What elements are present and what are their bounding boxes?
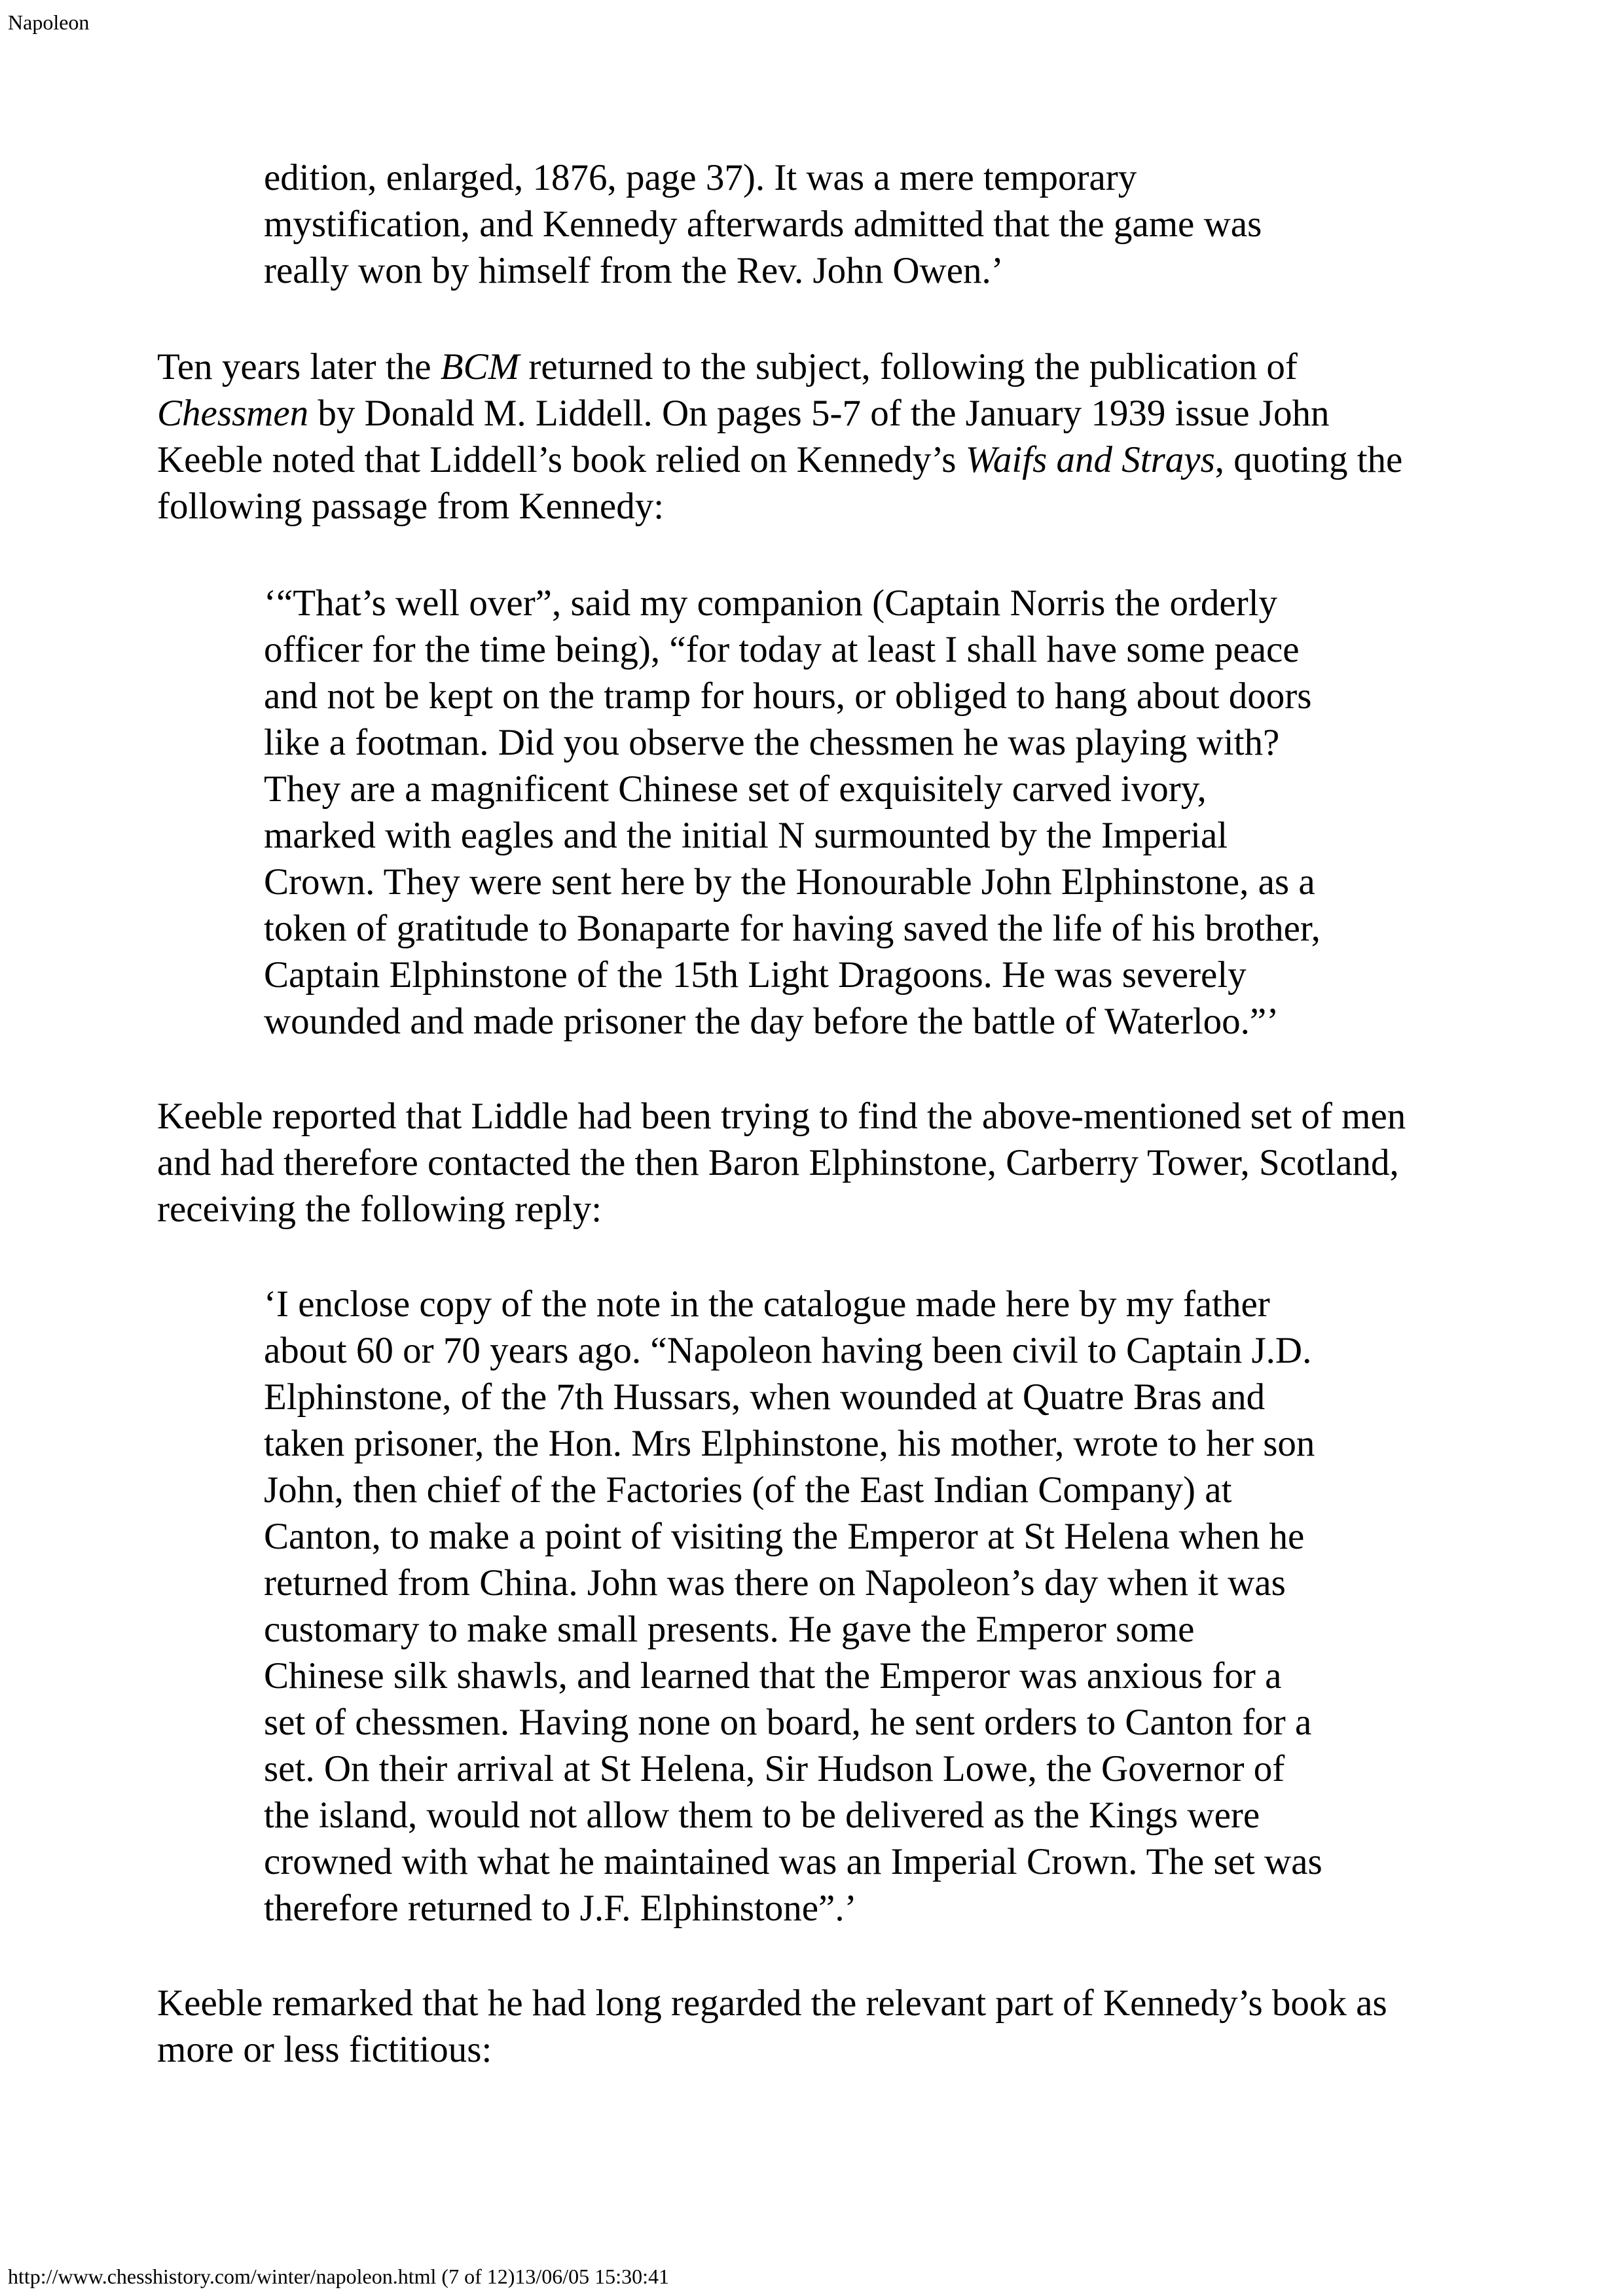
page-footer-url: http://www.chesshistory.com/winter/napoleon.html (7 of 12)13/06/05 15:30:41: [8, 2265, 669, 2288]
text-line: mystification, and Kennedy afterwards admitted that the game was: [264, 204, 1262, 245]
text-line: customary to make small presents. He gave the Emperor some: [264, 1609, 1195, 1650]
quote-block-2: [264, 580, 1321, 1045]
text-line: taken prisoner, the Hon. Mrs Elphinstone, his mother, wrote to her son: [264, 1423, 1315, 1464]
text-line: really won by himself from the Rev. John Owen.’: [264, 250, 1004, 291]
paragraph-2: [157, 1093, 1406, 1232]
text-line: marked with eagles and the initial N surmounted by the Imperial: [264, 815, 1228, 856]
text-line: Canton, to make a point of visiting the Emperor at St Helena when he: [264, 1516, 1305, 1557]
text-line: and not be kept on the tramp for hours, or obliged to hang about doors: [264, 675, 1312, 717]
journal-title-bcm: BCM: [440, 346, 520, 387]
text-line: like a footman. Did you observe the chessmen he was playing with?: [264, 722, 1280, 763]
text-line: the island, would not allow them to be delivered as the Kings were: [264, 1795, 1260, 1836]
text-line: about 60 or 70 years ago. “Napoleon having been civil to Captain J.D.: [264, 1330, 1312, 1371]
text-line: following passage from Kennedy:: [157, 486, 665, 527]
book-title-waifs-and-strays: Waifs and Strays: [965, 439, 1215, 480]
text-line: Elphinstone, of the 7th Hussars, when wounded at Quatre Bras and: [264, 1376, 1266, 1418]
text-line: returned from China. John was there on Napoleon’s day when it was: [264, 1562, 1286, 1604]
text-line: Chinese silk shawls, and learned that the Emperor was anxious for a: [264, 1655, 1282, 1696]
book-title-chessmen: Chessmen: [157, 393, 309, 434]
text-line: crowned with what he maintained was an Imperial Crown. The set was: [264, 1841, 1322, 1882]
text-line: more or less fictitious:: [157, 2029, 492, 2070]
text-line: Keeble remarked that he had long regarded the relevant part of Kennedy’s book as: [157, 1982, 1387, 2024]
text-line: ‘“That’s well over”, said my companion (Captain Norris the orderly: [264, 583, 1278, 624]
text-line: [157, 390, 1402, 437]
paragraph-3: [157, 1980, 1387, 2073]
page-header-title: Napoleon: [8, 10, 90, 34]
text-line: [157, 344, 1402, 390]
text-line: token of gratitude to Bonaparte for having saved the life of his brother,: [264, 908, 1321, 949]
quote-block-3: [264, 1281, 1322, 1931]
text-line: therefore returned to J.F. Elphinstone”.’: [264, 1888, 857, 1929]
paragraph-1: [157, 344, 1402, 529]
text-line: John, then chief of the Factories (of the East Indian Company) at: [264, 1469, 1232, 1511]
text-line: wounded and made prisoner the day before the battle of Waterloo.”’: [264, 1001, 1279, 1042]
text-run: returned to the subject, following the publication of: [519, 346, 1298, 387]
text-run: Keeble noted that Liddell’s book relied on Kennedy’s: [157, 439, 966, 480]
text-line: [157, 437, 1402, 483]
text-line: and had therefore contacted the then Baron Elphinstone, Carberry Tower, Scotland,: [157, 1142, 1399, 1183]
text-line: Captain Elphinstone of the 15th Light Dragoons. He was severely: [264, 954, 1247, 996]
text-run: , quoting the: [1214, 439, 1403, 480]
text-run: Ten years later the: [157, 346, 441, 387]
text-line: edition, enlarged, 1876, page 37). It was a mere temporary: [264, 157, 1137, 198]
text-line: set. On their arrival at St Helena, Sir Hudson Lowe, the Governor of: [264, 1748, 1285, 1789]
text-line: Crown. They were sent here by the Honourable John Elphinstone, as a: [264, 861, 1315, 903]
text-line: They are a magnificent Chinese set of exquisitely carved ivory,: [264, 768, 1207, 810]
text-line: receiving the following reply:: [157, 1189, 602, 1230]
text-line: ‘I enclose copy of the note in the catalogue made here by my father: [264, 1283, 1270, 1325]
text-line: Keeble reported that Liddle had been trying to find the above-mentioned set of men: [157, 1096, 1406, 1137]
text-line: officer for the time being), “for today at least I shall have some peace: [264, 629, 1300, 670]
quote-block-1: [264, 154, 1262, 294]
text-line: set of chessmen. Having none on board, he sent orders to Canton for a: [264, 1702, 1312, 1743]
text-run: by Donald M. Liddell. On pages 5-7 of the January 1939 issue John: [308, 393, 1330, 434]
